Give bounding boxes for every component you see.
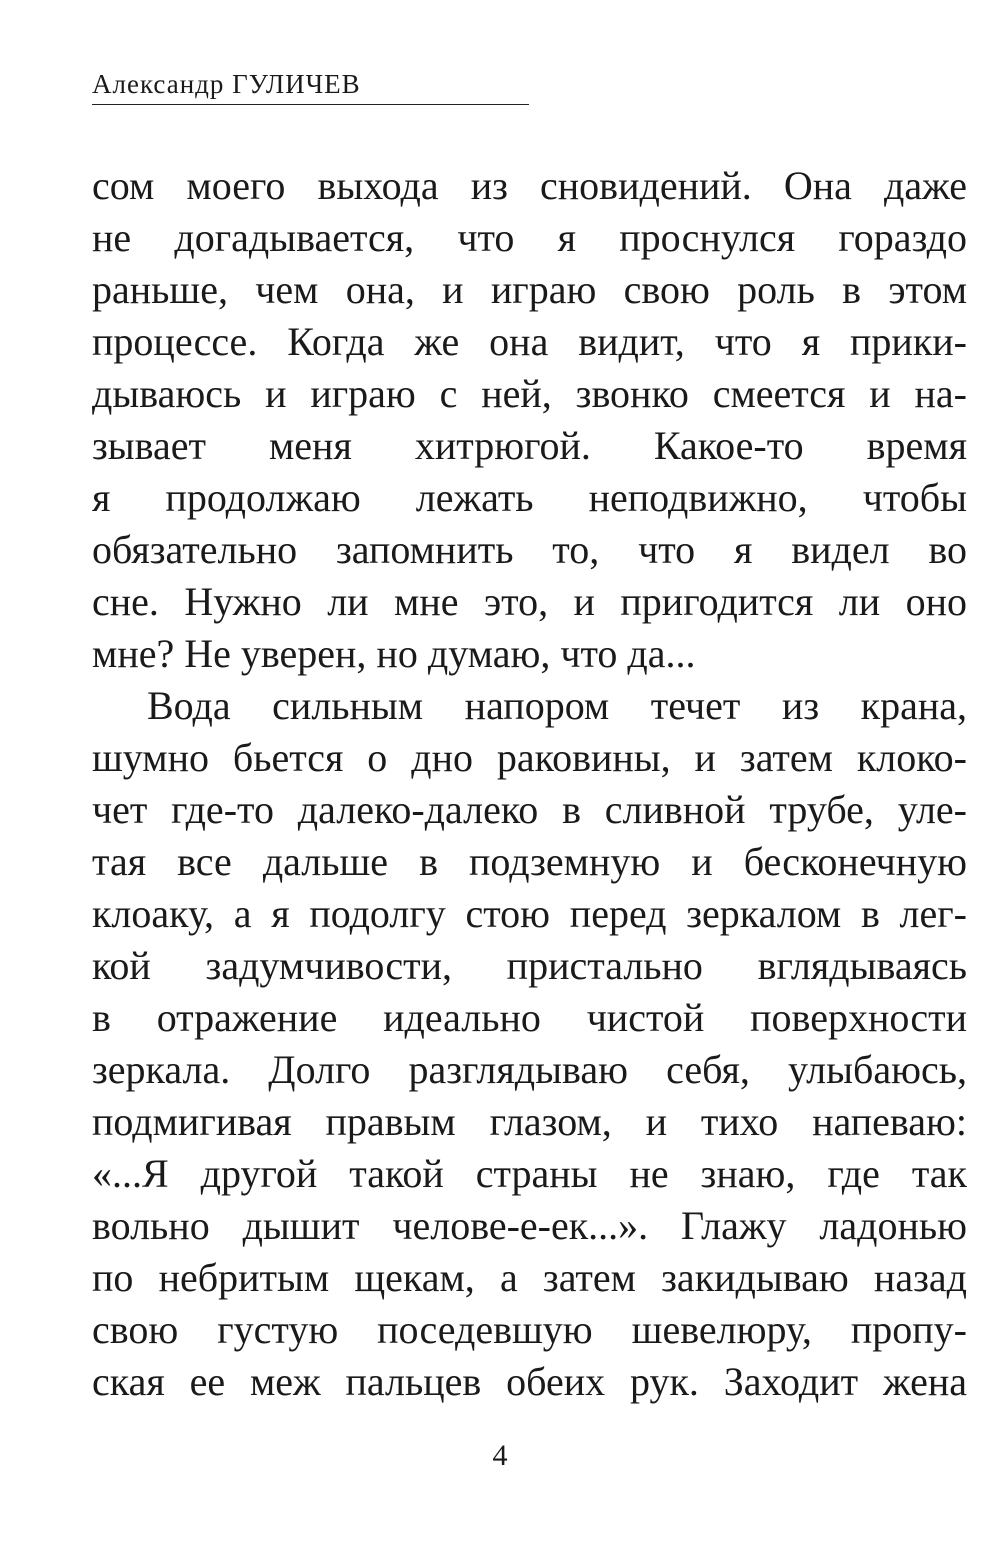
text-line: тая все дальше в подземную и бесконечную [92, 839, 967, 884]
text-line: обязательно запомнить то, что я видел во [92, 527, 967, 572]
text-line: кой задумчивости, пристально вглядываясь [92, 943, 967, 988]
text-line: процессе. Когда же она видит, что я прики- [92, 319, 967, 364]
page-number: 4 [492, 1439, 508, 1472]
text-line: сом моего выхода из сновидений. Она даже [92, 163, 967, 208]
text-line-paragraph-end: мне? Не уверен, но думаю, что да... [92, 631, 696, 676]
text-line: по небритым щекам, а затем закидываю назад [92, 1255, 967, 1300]
text-line: клоаку, а я подолгу стою перед зеркалом в лег- [92, 891, 967, 936]
text-line: чет где-то далеко-далеко в сливной трубе, уле- [92, 787, 967, 832]
text-line: вольно дышит челове-е-ек...». Глажу ладонью [92, 1203, 967, 1248]
text-line: в отражение идеально чистой поверхности [92, 995, 967, 1040]
text-line-paragraph-start: Вода сильным напором течет из крана, [147, 683, 967, 728]
text-line: зеркала. Долго разглядываю себя, улыбаюсь, [92, 1047, 967, 1092]
text-line: дываюсь и играю с ней, звонко смеется и на- [92, 371, 967, 416]
text-line: «...Я другой такой страны не знаю, где так [92, 1151, 967, 1196]
text-line: шумно бьется о дно раковины, и затем клоко- [92, 735, 967, 780]
text-line: я продолжаю лежать неподвижно, чтобы [92, 475, 967, 520]
text-line: раньше, чем она, и играю свою роль в этом [92, 267, 967, 312]
text-line: зывает меня хитрюгой. Какое-то время [92, 423, 967, 468]
text-line: подмигивая правым глазом, и тихо напеваю: [92, 1099, 967, 1144]
running-head: Александр ГУЛИЧЕВ [92, 69, 361, 99]
header-rule [92, 104, 529, 105]
text-line: сне. Нужно ли мне это, и пригодится ли оно [92, 579, 967, 624]
text-line: ская ее меж пальцев обеих рук. Заходит жена [92, 1359, 967, 1404]
text-line: свою густую поседевшую шевелюру, пропу- [92, 1307, 967, 1352]
text-line: не догадывается, что я проснулся гораздо [92, 215, 967, 260]
body-text [92, 160, 967, 1408]
